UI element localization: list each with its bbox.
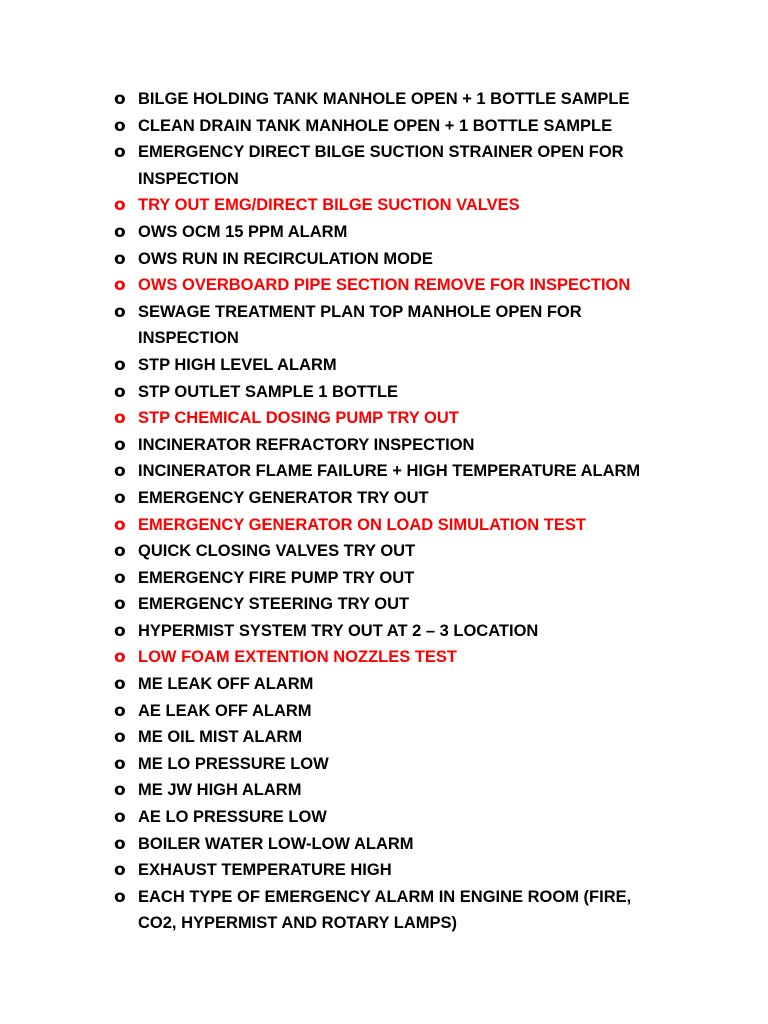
bullet-icon: o bbox=[114, 833, 126, 854]
checklist-item-text: OWS OVERBOARD PIPE SECTION REMOVE FOR INSPECTION bbox=[138, 276, 631, 295]
checklist-item bbox=[114, 777, 674, 804]
checklist-item bbox=[114, 857, 674, 884]
checklist-item-text: EACH TYPE OF EMERGENCY ALARM IN ENGINE ROOM (FIRE, CO2, HYPERMIST AND ROTARY LAMPS) bbox=[138, 887, 632, 933]
checklist-item-text: STP CHEMICAL DOSING PUMP TRY OUT bbox=[138, 409, 459, 428]
bullet-icon: o bbox=[114, 89, 126, 109]
checklist-item-text: INCINERATOR REFRACTORY INSPECTION bbox=[138, 435, 475, 454]
checklist-item bbox=[114, 698, 674, 725]
checklist-item bbox=[114, 352, 674, 379]
bullet-icon: o bbox=[114, 195, 126, 216]
checklist-item bbox=[114, 884, 674, 937]
checklist-item bbox=[114, 618, 674, 645]
checklist-item-text: LOW FOAM EXTENTION NOZZLES TEST bbox=[138, 648, 457, 667]
bullet-icon: o bbox=[114, 727, 126, 748]
checklist-item bbox=[114, 219, 674, 246]
checklist-item-text: STP HIGH LEVEL ALARM bbox=[138, 355, 337, 374]
bullet-icon: o bbox=[114, 381, 126, 402]
bullet-icon: o bbox=[114, 674, 126, 695]
bullet-icon: o bbox=[114, 541, 126, 562]
checklist-item-text: OWS RUN IN RECIRCULATION MODE bbox=[138, 249, 433, 268]
checklist-item bbox=[114, 405, 674, 432]
checklist-item-text: ME JW HIGH ALARM bbox=[138, 781, 302, 800]
checklist-item bbox=[114, 192, 674, 219]
checklist-item bbox=[114, 299, 674, 352]
checklist-item-text: EMERGENCY FIRE PUMP TRY OUT bbox=[138, 568, 415, 587]
checklist-item bbox=[114, 538, 674, 565]
checklist-item-text: EMERGENCY GENERATOR ON LOAD SIMULATION TEST bbox=[138, 515, 586, 534]
bullet-icon: o bbox=[114, 434, 126, 455]
bullet-icon: o bbox=[114, 461, 126, 482]
checklist-item-text: EMERGENCY GENERATOR TRY OUT bbox=[138, 488, 429, 507]
checklist-item bbox=[114, 113, 674, 140]
bullet-icon: o bbox=[114, 807, 126, 828]
checklist-item bbox=[114, 139, 674, 192]
checklist-item-text: TRY OUT EMG/DIRECT BILGE SUCTION VALVES bbox=[138, 196, 520, 215]
bullet-icon: o bbox=[114, 780, 126, 801]
checklist-item bbox=[114, 644, 674, 671]
checklist-item-text: EXHAUST TEMPERATURE HIGH bbox=[138, 861, 392, 880]
checklist-item-text: AE LEAK OFF ALARM bbox=[138, 701, 312, 720]
checklist-item-text: EMERGENCY STEERING TRY OUT bbox=[138, 595, 410, 614]
checklist-item bbox=[114, 565, 674, 592]
checklist-item-text: AE LO PRESSURE LOW bbox=[138, 808, 327, 827]
bullet-icon: o bbox=[114, 620, 126, 641]
bullet-icon: o bbox=[114, 221, 126, 242]
checklist-item bbox=[114, 831, 674, 858]
checklist-item-text: OWS OCM 15 PPM ALARM bbox=[138, 222, 348, 241]
bullet-icon: o bbox=[114, 860, 126, 881]
bullet-icon: o bbox=[114, 301, 126, 322]
checklist-item-text: QUICK CLOSING VALVES TRY OUT bbox=[138, 542, 416, 561]
checklist-item-text: ME OIL MIST ALARM bbox=[138, 728, 303, 747]
bullet-icon: o bbox=[114, 753, 126, 774]
checklist-item-text: BOILER WATER LOW-LOW ALARM bbox=[138, 834, 414, 853]
checklist-item bbox=[114, 272, 674, 299]
checklist-item bbox=[114, 671, 674, 698]
bullet-icon: o bbox=[114, 354, 126, 375]
checklist-item bbox=[114, 591, 674, 618]
checklist-item-text: HYPERMIST SYSTEM TRY OUT AT 2 – 3 LOCATION bbox=[138, 621, 539, 640]
bullet-icon: o bbox=[114, 886, 126, 907]
bullet-icon: o bbox=[114, 275, 126, 296]
bullet-icon: o bbox=[114, 647, 126, 668]
bullet-icon: o bbox=[114, 567, 126, 588]
checklist-item-text: SEWAGE TREATMENT PLAN TOP MANHOLE OPEN FOR INSPECTION bbox=[138, 302, 582, 348]
checklist-item bbox=[114, 458, 674, 485]
bullet-icon: o bbox=[114, 142, 126, 163]
checklist-item-text: EMERGENCY DIRECT BILGE SUCTION STRAINER OPEN FOR INSPECTION bbox=[138, 143, 624, 188]
bullet-icon: o bbox=[114, 408, 126, 429]
bullet-icon: o bbox=[114, 514, 126, 535]
checklist-item bbox=[114, 246, 674, 273]
checklist-item bbox=[114, 485, 674, 512]
checklist-item-text: ME LEAK OFF ALARM bbox=[138, 675, 314, 694]
bullet-icon: o bbox=[114, 594, 126, 615]
checklist-item bbox=[114, 751, 674, 778]
checklist-item-text: CLEAN DRAIN TANK MANHOLE OPEN + 1 BOTTLE SAMPLE bbox=[138, 116, 613, 135]
checklist-item-text: ME LO PRESSURE LOW bbox=[138, 754, 329, 773]
checklist-item-text: STP OUTLET SAMPLE 1 BOTTLE bbox=[138, 382, 399, 401]
checklist-item bbox=[114, 724, 674, 751]
checklist-item bbox=[114, 86, 674, 113]
bullet-icon: o bbox=[114, 487, 126, 508]
inspection-checklist bbox=[114, 86, 674, 937]
checklist-item bbox=[114, 432, 674, 459]
bullet-icon: o bbox=[114, 248, 126, 269]
checklist-item bbox=[114, 379, 674, 406]
checklist-item-text: BILGE HOLDING TANK MANHOLE OPEN + 1 BOTTLE SAMPLE bbox=[138, 90, 630, 108]
bullet-icon: o bbox=[114, 700, 126, 721]
bullet-icon: o bbox=[114, 115, 126, 136]
checklist-item-text: INCINERATOR FLAME FAILURE + HIGH TEMPERATURE ALARM bbox=[138, 462, 641, 481]
checklist-item bbox=[114, 804, 674, 831]
checklist-item bbox=[114, 512, 674, 539]
